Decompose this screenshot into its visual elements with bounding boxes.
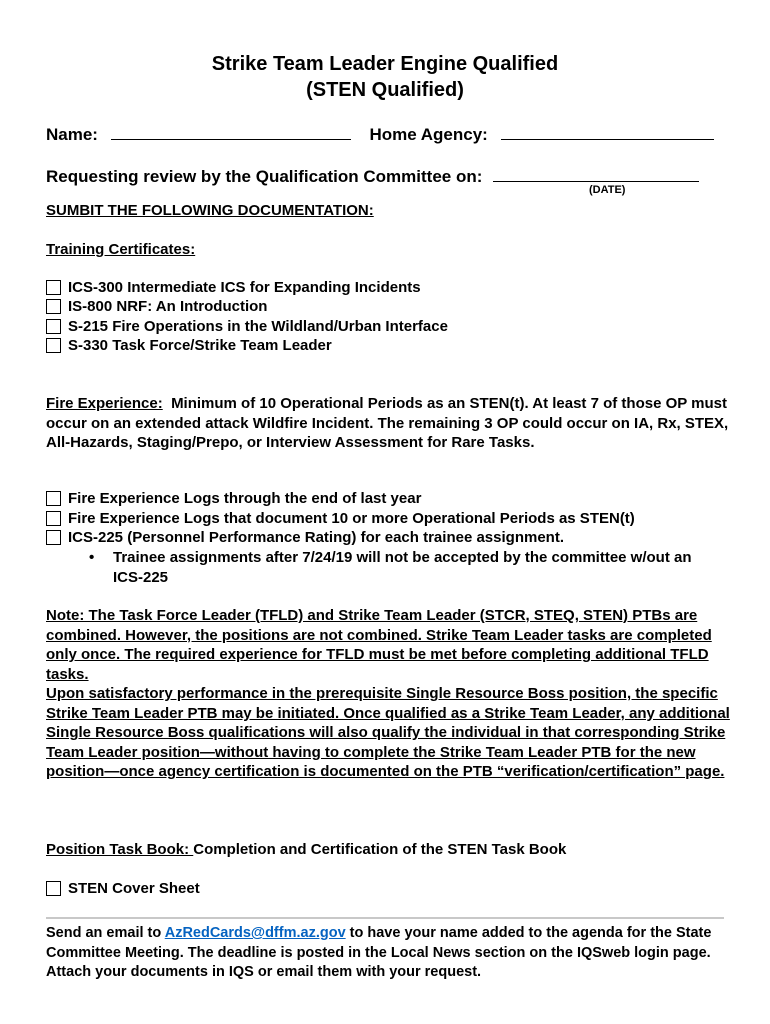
training-item-label: IS-800 NRF: An Introduction [68,298,268,315]
email-link[interactable]: AzRedCards@dffm.az.gov [164,925,346,941]
bullet-item [90,548,710,587]
checkbox[interactable] [46,338,61,353]
fire-experience-item [46,509,635,528]
name-label: Name: [46,125,98,144]
submit-heading: SUMBIT THE FOLLOWING DOCUMENTATION: [46,202,374,219]
date-caption: (DATE) [589,184,626,196]
footer-text-start: Send an email to [46,925,165,941]
ptb-paragraph: Upon satisfactory performance in the prerequisite Single Resource Boss position, the specific Strike Team Leader PTB may be initiated. Once qualified as a Strike Team Leader, any additional Single Resource Boss qualifications will also qualify the individual in that corresponding Strike Team Leader position—without having to complete the Strike Team Leader PTB for the new position—once agency certification is documented on the PTB “verification/certification” page. [46,685,730,781]
task-book-label: Position Task Book: [46,841,194,858]
name-agency-row [46,123,714,145]
home-agency-label: Home Agency: [369,125,488,144]
request-review-label: Requesting review by the Qualification Committee on: [46,167,483,186]
bullet-item-text: Trainee assignments after 7/24/19 will not be accepted by the committee w/out an ICS-225 [113,549,692,586]
task-book-row [46,840,566,860]
note-paragraph: Note: The Task Force Leader (TFLD) and Strike Team Leader (STCR, STEQ, STEN) PTBs are combined. However, the positions are not combined. Strike Team Leader tasks are completed only once. The required experience for TFLD must be met before completing additional TFLD tasks. [46,607,712,683]
fire-experience-item-label: Fire Experience Logs that document 10 or more Operational Periods as STEN(t) [68,510,635,527]
training-item [46,278,421,297]
checkbox[interactable] [46,319,61,334]
checkbox[interactable] [46,299,61,314]
document-title: Strike Team Leader Engine Qualified [211,53,559,75]
review-date-field[interactable] [493,165,699,182]
home-agency-field[interactable] [501,123,714,140]
footer-text-end: to have your name added to the agenda for the State Committee Meeting. The deadline is posted in the Local News section on the IQSweb login page. Attach your documents in IQS or email them with your request. [46,925,712,980]
fire-experience-item [46,528,564,547]
fire-experience-paragraph [46,394,731,453]
checkbox[interactable] [46,511,61,526]
fire-experience-item-label: ICS-225 (Personnel Performance Rating) for each trainee assignment. [68,529,564,546]
checkbox[interactable] [46,881,61,896]
bullet-icon: • [89,549,95,566]
training-item [46,317,448,336]
divider [46,917,724,919]
footer-paragraph [46,924,731,983]
training-item-label: S-330 Task Force/Strike Team Leader [68,337,332,354]
training-item [46,336,332,355]
checkbox[interactable] [46,530,61,545]
name-field[interactable] [111,123,351,140]
training-item-label: ICS-300 Intermediate ICS for Expanding Incidents [68,279,421,296]
document-subtitle: (STEN Qualified) [306,79,464,101]
task-book-item [46,879,200,898]
training-item [46,297,267,316]
fire-experience-text: Minimum of 10 Operational Periods as an STEN(t). At least 7 of those OP must occur on an extended attack Wildfire Incident. The remaining 3 OP could occur on IA, Rx, STEX, All-Hazards, Staging/Prepo, or Interview Assessment for Rare Tasks. [46,395,729,452]
checkbox[interactable] [46,491,61,506]
fire-experience-item-label: Fire Experience Logs through the end of last year [68,490,422,507]
training-item-label: S-215 Fire Operations in the Wildland/Urban Interface [68,318,448,335]
task-book-item-label: STEN Cover Sheet [68,880,200,897]
checkbox[interactable] [46,280,61,295]
training-heading: Training Certificates: [46,241,196,258]
fire-experience-label: Fire Experience: [46,395,163,412]
task-book-text: Completion and Certification of the STEN Task Book [193,841,567,858]
fire-experience-item [46,489,421,508]
